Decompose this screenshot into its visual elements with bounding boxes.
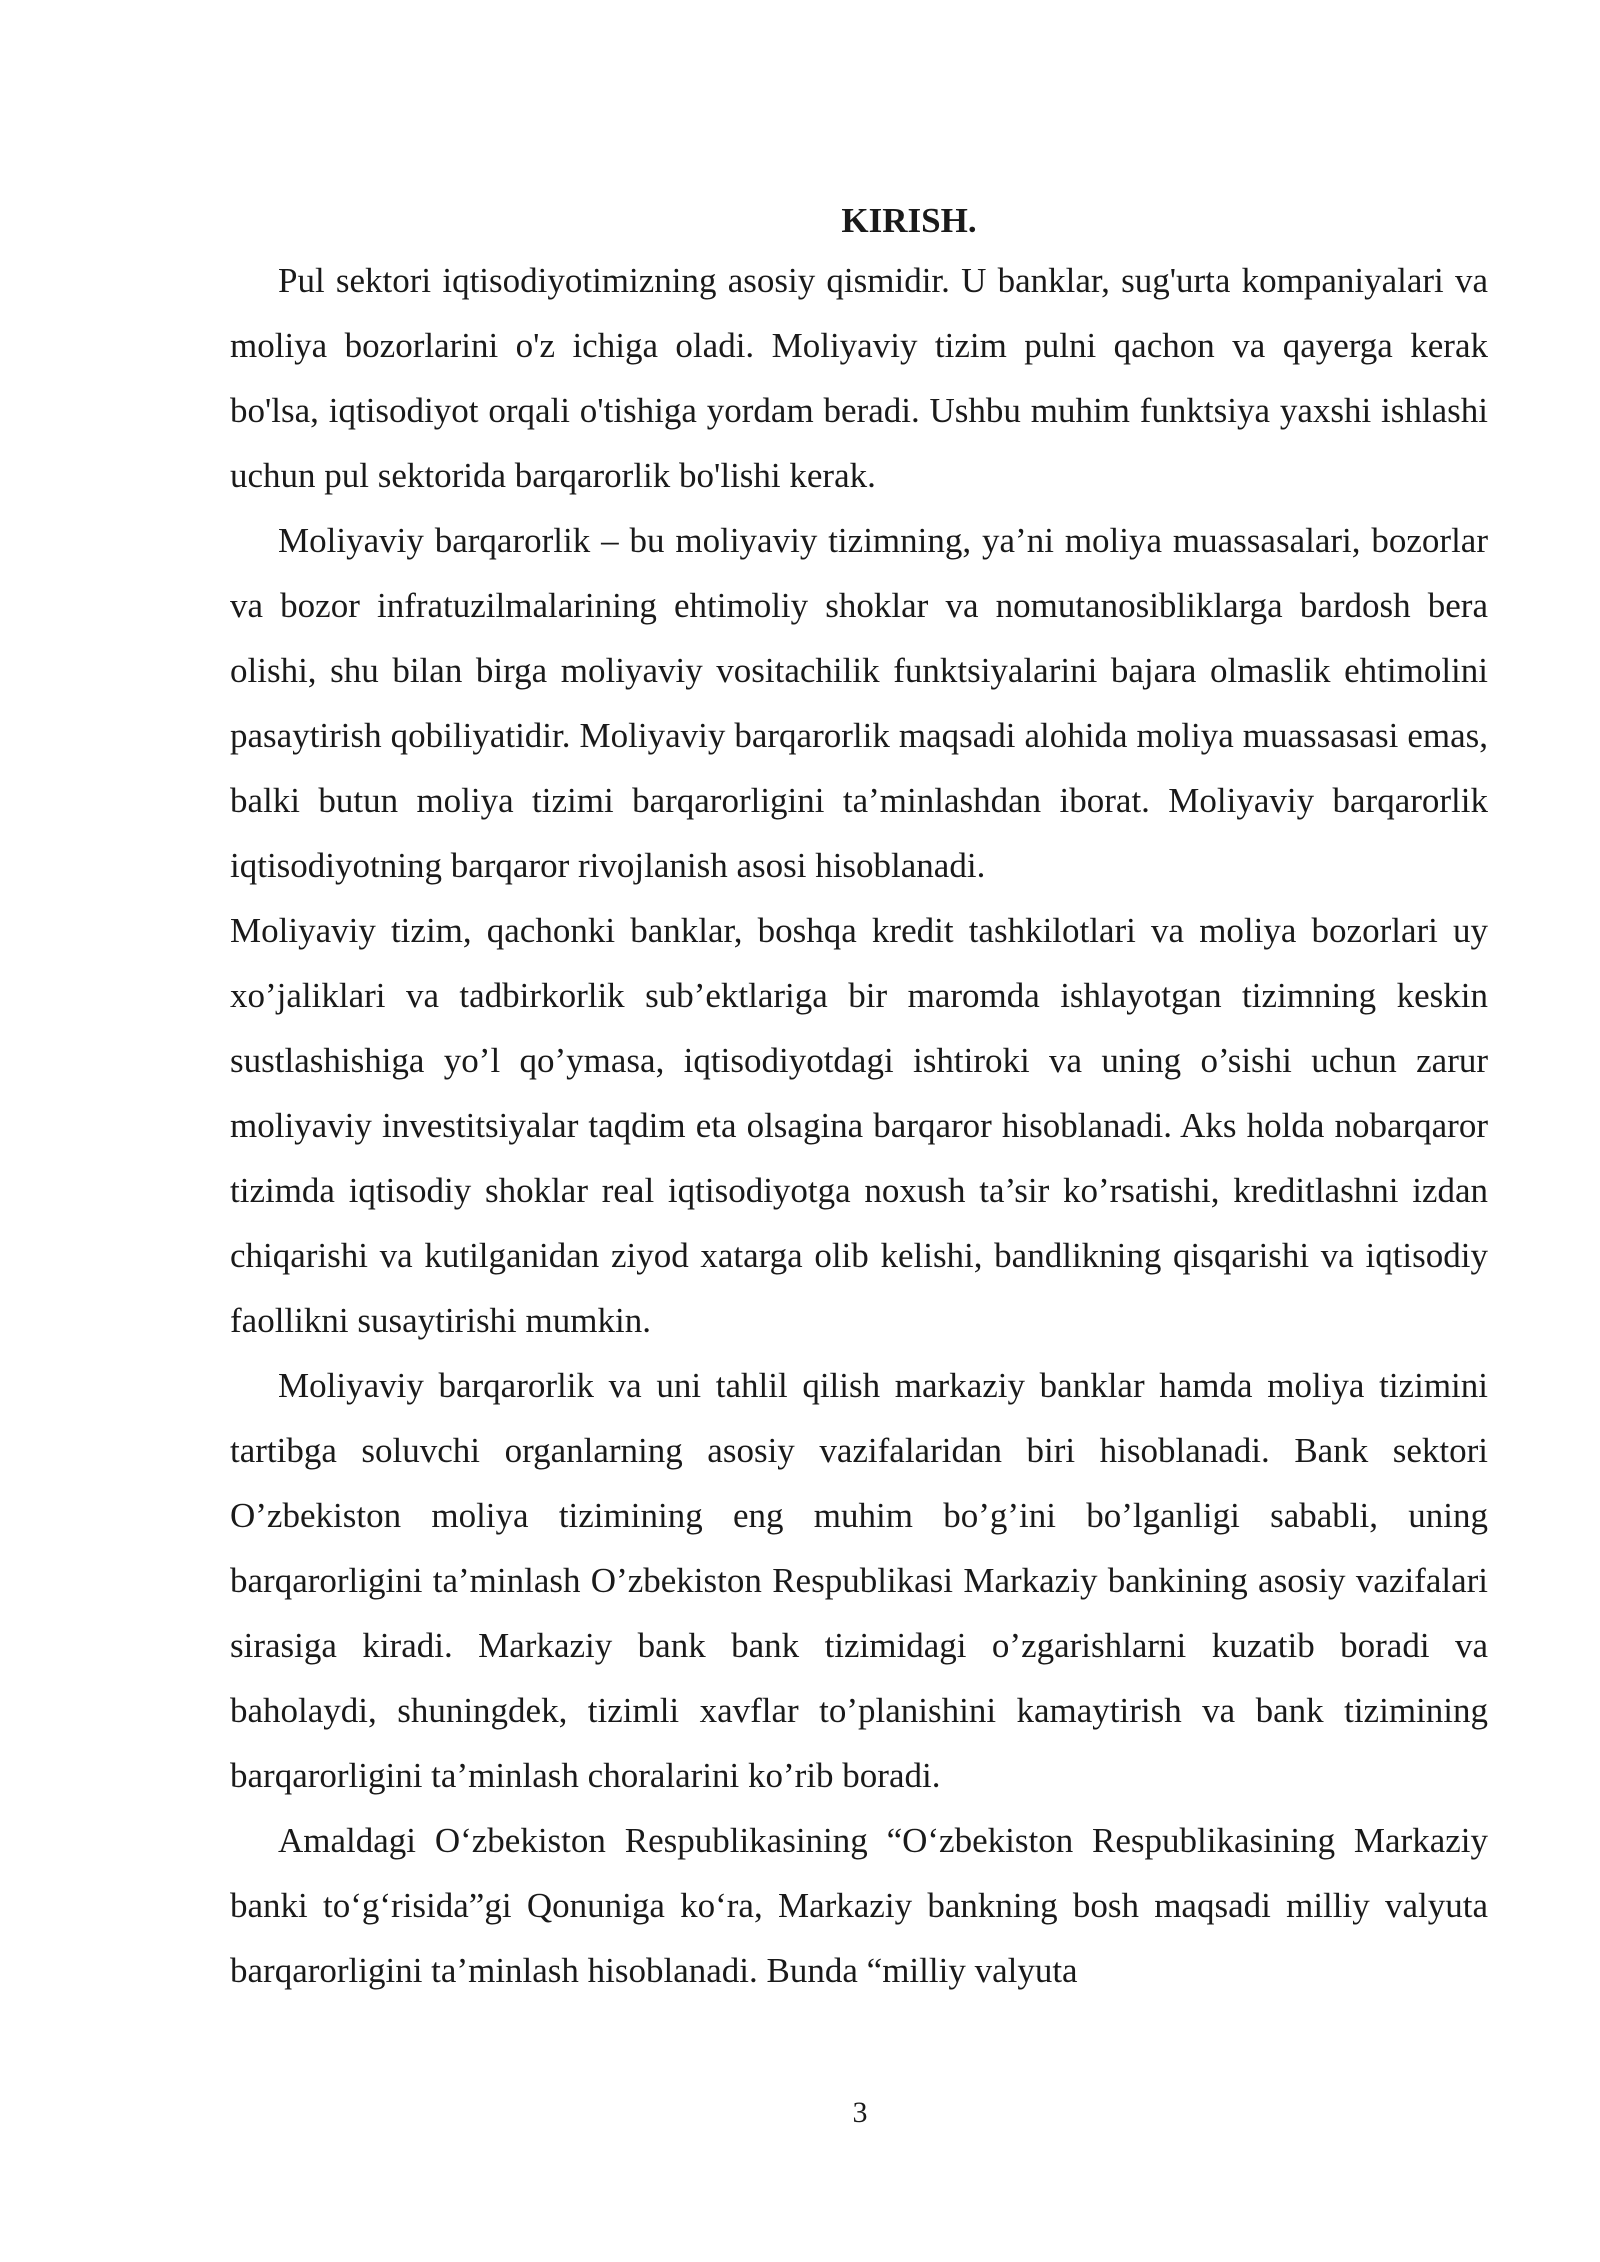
page-number: 3 xyxy=(852,2096,868,2129)
paragraph-4: Moliyaviy barqarorlik va uni tahlil qilish markaziy banklar hamda moliya tizimini tartibga soluvchi organlarning asosiy vazifalaridan biri hisoblanadi. Bank sektori O’zbekiston moliya tizimining eng muhim bo’g’ini bo’lganligi sababli, uning barqarorligini ta’minlash O’zbekiston Respublikasi Markaziy bankining asosiy vazifalari sirasiga kiradi. Markaziy bank bank tizimidagi o’zgarishlarni kuzatib boradi va baholaydi, shuningdek, tizimli xavflar to’planishini kamaytirish va bank tizimining barqarorligini ta’minlash choralarini ko’rib boradi. xyxy=(230,1366,1488,1795)
paragraph-5: Amaldagi O‘zbekiston Respublikasining “O‘zbekiston Respublikasining Markaziy banki to‘g‘risida”gi Qonuniga ko‘ra, Markaziy bankning bosh maqsadi milliy valyuta barqarorligini ta’minlash hisoblanadi. Bunda “milliy valyuta xyxy=(230,1821,1488,1990)
paragraph-2: Moliyaviy barqarorlik – bu moliyaviy tizimning, ya’ni moliya muassasalari, bozorlar va bozor infratuzilmalarining ehtimoliy shoklar va nomutanosibliklarga bardosh bera olishi, shu bilan birga moliyaviy vositachilik funktsiyalarini bajara olmaslik ehtimolini pasaytirish qobiliyatidir. Moliyaviy barqarorlik maqsadi alohida moliya muassasasi emas, balki butun moliya tizimi barqarorligini ta’minlashdan iborat. Moliyaviy barqarorlik iqtisodiyotning barqaror rivojlanish asosi hisoblanadi. xyxy=(230,521,1488,885)
paragraph-3: Moliyaviy tizim, qachonki banklar, boshqa kredit tashkilotlari va moliya bozorlari uy xo’jaliklari va tadbirkorlik sub’ektlariga bir maromda ishlayotgan tizimning keskin sustlashishiga yo’l qo’ymasa, iqtisodiyotdagi ishtiroki va uning o’sishi uchun zarur moliyaviy investitsiyalar taqdim eta olsagina barqaror hisoblanadi. Aks holda nobarqaror tizimda iqtisodiy shoklar real iqtisodiyotga noxush ta’sir ko’rsatishi, kreditlashni izdan chiqarishi va kutilganidan ziyod xatarga olib kelishi, bandlikning qisqarishi va iqtisodiy faollikni susaytirishi mumkin. xyxy=(230,911,1488,1340)
section-heading: KIRISH. xyxy=(841,201,977,240)
paragraph-1: Pul sektori iqtisodiyotimizning asosiy qismidir. U banklar, sug'urta kompaniyalari va moliya bozorlarini o'z ichiga oladi. Moliyaviy tizim pulni qachon va qayerga kerak bo'lsa, iqtisodiyot orqali o'tishiga yordam beradi. Ushbu muhim funktsiya yaxshi ishlashi uchun pul sektorida barqarorlik bo'lishi kerak. xyxy=(230,261,1488,495)
document-page xyxy=(230,196,1488,2003)
